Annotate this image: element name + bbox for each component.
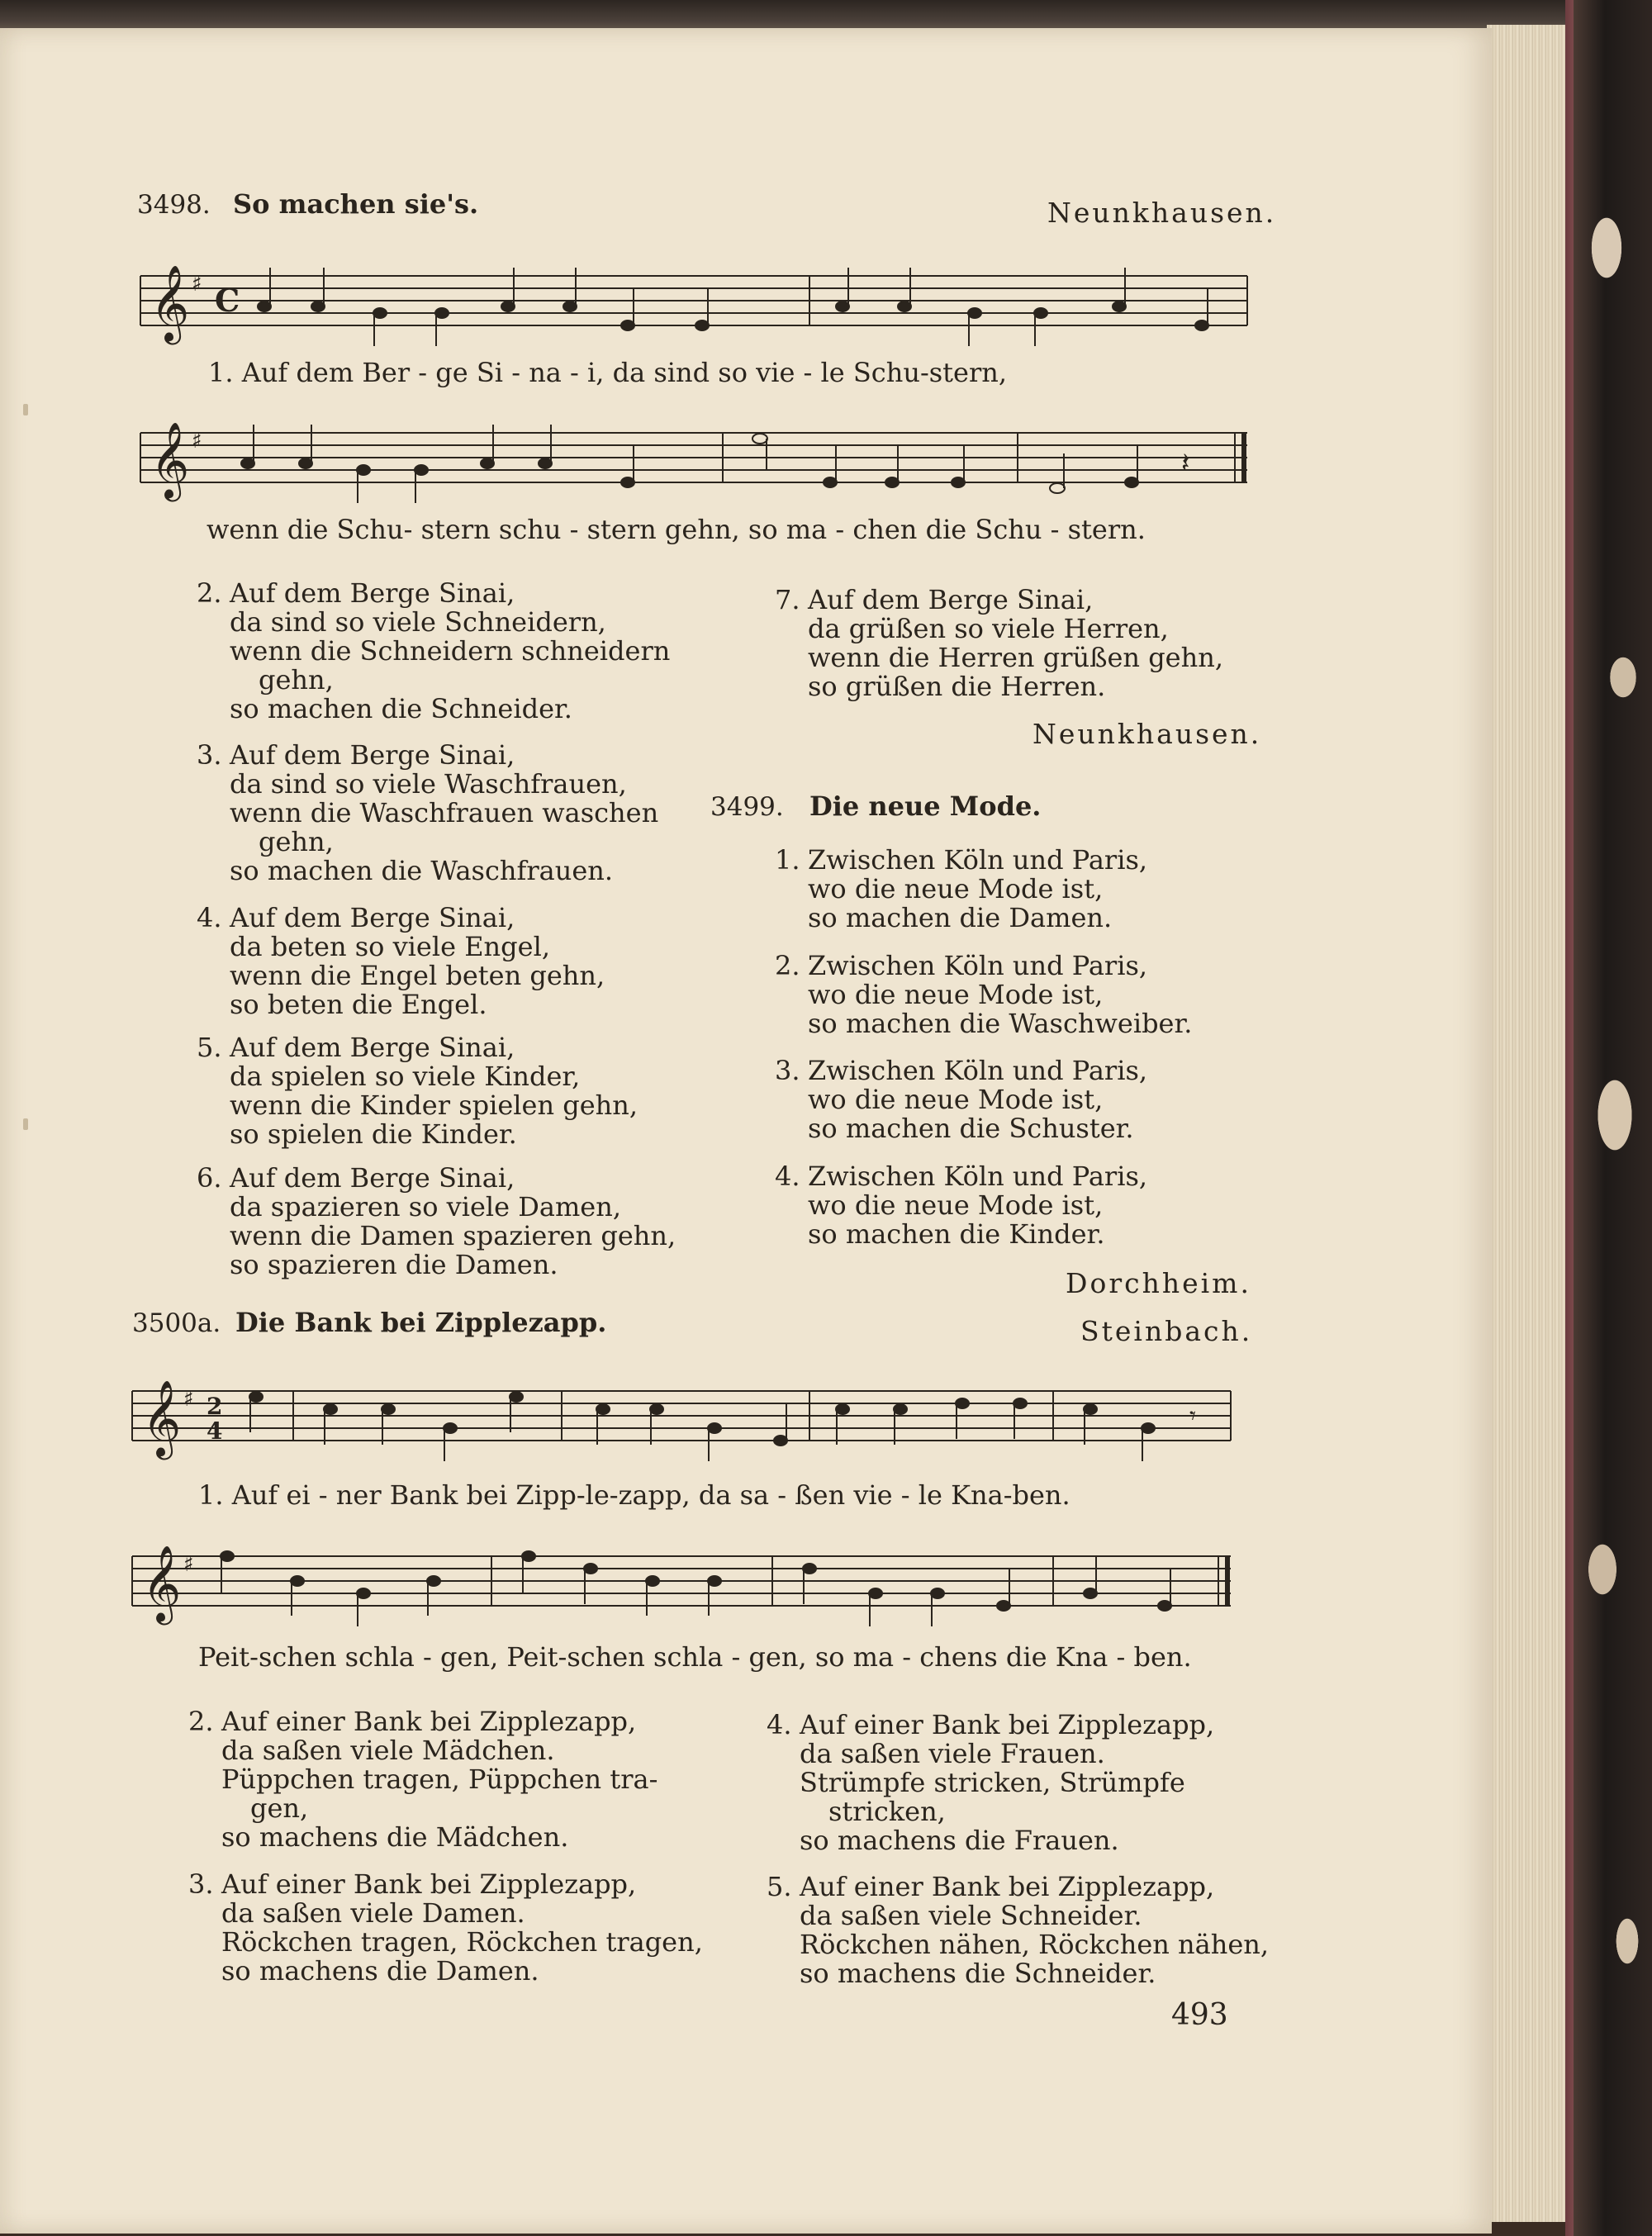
verse-line: Auf einer Bank bei Zipplezapp, — [800, 1709, 1215, 1740]
verse-block — [767, 1709, 1215, 1856]
song-title: Die neue Mode. — [809, 790, 1042, 822]
verse-block — [775, 1055, 1148, 1144]
verse-line: so machen die Schuster. — [808, 1113, 1134, 1144]
verse-line: da saßen viele Mädchen. — [221, 1735, 555, 1766]
verse-line: Auf dem Berge Sinai, — [230, 1032, 515, 1063]
page-edges — [1487, 25, 1568, 2222]
verse-number: 2. — [188, 1706, 214, 1737]
verse-number: 6. — [197, 1162, 222, 1194]
verse-number: 4. — [767, 1709, 792, 1740]
music-staff-3 — [124, 1358, 1247, 1460]
verse-line: da spielen so viele Kinder, — [230, 1061, 581, 1092]
treble-clef-icon: 𝄞 — [142, 1545, 182, 1621]
verse-line: so machens die Damen. — [221, 1955, 539, 1987]
verse-line: so machens die Mädchen. — [221, 1821, 569, 1853]
verse-line: Röckchen tragen, Röckchen tragen, — [221, 1926, 703, 1958]
verse-line: wo die neue Mode ist, — [808, 873, 1104, 904]
rest-icon: 𝄾 — [1189, 1402, 1196, 1431]
verse-number: 3. — [197, 739, 222, 771]
verse-line: da spazieren so viele Damen, — [230, 1191, 622, 1222]
verse-number: 5. — [767, 1871, 792, 1902]
song-number: 3500a. — [132, 1308, 221, 1338]
verse-block — [188, 1706, 658, 1853]
rest-icon: 𝄽 — [1181, 447, 1190, 480]
verse-line: da sind so viele Schneidern, — [230, 606, 606, 638]
time-signature-bottom: 4 — [206, 1417, 223, 1445]
verse-number: 2. — [197, 577, 222, 609]
verse-line: Auf dem Berge Sinai, — [230, 739, 515, 771]
verse-number: 5. — [197, 1032, 222, 1063]
verse-line: da grüßen so viele Herren, — [808, 613, 1169, 644]
verse-line: da saßen viele Schneider. — [800, 1900, 1142, 1931]
verse-line: wo die neue Mode ist, — [808, 979, 1104, 1010]
verse-line: wenn die Waschfrauen waschen — [230, 797, 659, 828]
verse-line: wenn die Schneidern schneidern — [230, 635, 671, 667]
time-signature-top: 2 — [206, 1393, 223, 1420]
verse-line: Zwischen Köln und Paris, — [808, 1055, 1148, 1086]
verse-block — [197, 739, 659, 886]
verse-line: Auf dem Berge Sinai, — [230, 902, 515, 933]
song-place: Steinbach. — [1080, 1315, 1253, 1347]
sharp-icon: ♯ — [192, 272, 202, 297]
staff-lines — [132, 400, 1256, 499]
treble-clef-icon: 𝄞 — [150, 264, 190, 341]
music-staff-4 — [124, 1523, 1247, 1626]
verse-line: so machen die Waschweiber. — [808, 1008, 1193, 1039]
lyrics-line: 1. Auf dem Ber - ge Si - na - i, da sind so vie - le Schu-stern, — [208, 357, 1008, 388]
margin-mark — [23, 404, 28, 415]
verse-number: 3. — [775, 1055, 800, 1086]
verse-number: 2. — [775, 950, 800, 981]
time-signature: C — [215, 282, 240, 319]
sharp-icon: ♯ — [192, 429, 202, 453]
verse-line: da saßen viele Frauen. — [800, 1738, 1105, 1769]
verse-line: wo die neue Mode ist, — [808, 1084, 1104, 1115]
margin-mark — [23, 1118, 28, 1130]
verse-line: gen, — [250, 1792, 309, 1824]
staff-lines — [124, 1523, 1247, 1622]
book-page — [0, 28, 1492, 2234]
verse-line: Auf dem Berge Sinai, — [230, 577, 515, 609]
verse-line: so machen die Waschfrauen. — [230, 855, 614, 886]
verse-block — [197, 577, 671, 724]
verse-line: so machen die Damen. — [808, 902, 1113, 933]
verse-line: so spazieren die Damen. — [230, 1249, 558, 1280]
verse-line: Zwischen Köln und Paris, — [808, 844, 1148, 876]
page-number: 493 — [1171, 1998, 1228, 2032]
song-title: So machen sie's. — [233, 188, 479, 220]
verse-line: Röckchen nähen, Röckchen nähen, — [800, 1929, 1270, 1960]
verse-block — [197, 902, 605, 1020]
verse-line: so spielen die Kinder. — [230, 1118, 517, 1150]
verse-block — [775, 1161, 1148, 1250]
verse-line: so beten die Engel. — [230, 989, 487, 1020]
verse-block — [188, 1868, 703, 1987]
verse-block — [197, 1162, 676, 1280]
verse-number: 4. — [775, 1161, 800, 1192]
verse-line: wenn die Damen spazieren gehn, — [230, 1220, 676, 1251]
lyrics-line: wenn die Schu- stern schu - stern gehn, so ma - chen die Schu - stern. — [206, 514, 1146, 545]
verse-line: da sind so viele Waschfrauen, — [230, 768, 627, 800]
sharp-icon: ♯ — [183, 1552, 194, 1577]
verse-line: Auf einer Bank bei Zipplezapp, — [800, 1871, 1215, 1902]
verse-line: Auf einer Bank bei Zipplezapp, — [221, 1868, 637, 1900]
verse-line: gehn, — [259, 826, 334, 857]
verse-block — [767, 1871, 1270, 1989]
verse-line: so machen die Kinder. — [808, 1218, 1105, 1250]
verse-line: Strümpfe stricken, Strümpfe — [800, 1767, 1185, 1798]
verse-number: 7. — [775, 584, 800, 615]
verse-line: so grüßen die Herren. — [808, 671, 1106, 702]
verse-line: so machens die Frauen. — [800, 1825, 1119, 1856]
verse-line: da beten so viele Engel, — [230, 931, 550, 962]
song-number: 3498. — [137, 190, 211, 220]
verse-line: stricken, — [828, 1796, 946, 1827]
music-staff-1 — [132, 243, 1256, 345]
song-number: 3499. — [710, 792, 784, 822]
verse-line: wo die neue Mode ist, — [808, 1189, 1104, 1221]
verse-number: 3. — [188, 1868, 214, 1900]
book-cover-marbled — [1574, 0, 1652, 2236]
treble-clef-icon: 𝄞 — [150, 421, 190, 498]
verse-line: so machen die Schneider. — [230, 693, 572, 724]
lyrics-line: 1. Auf ei - ner Bank bei Zipp-le-zapp, da sa - ßen vie - le Kna-ben. — [198, 1479, 1070, 1511]
song-place: Neunkhausen. — [1047, 197, 1277, 229]
verse-number: 1. — [775, 844, 800, 876]
verse-line: Zwischen Köln und Paris, — [808, 1161, 1148, 1192]
music-staff-2 — [132, 400, 1256, 502]
treble-clef-icon: 𝄞 — [142, 1379, 182, 1456]
verse-line: wenn die Herren grüßen gehn, — [808, 642, 1223, 673]
verse-block — [775, 844, 1148, 933]
verse-block — [775, 584, 1223, 702]
verse-line: wenn die Engel beten gehn, — [230, 960, 605, 991]
verse-line: wenn die Kinder spielen gehn, — [230, 1090, 638, 1121]
verse-number: 4. — [197, 902, 222, 933]
song-title: Die Bank bei Zipplezapp. — [235, 1307, 607, 1338]
song-place: Neunkhausen. — [1032, 718, 1262, 750]
verse-line: Zwischen Köln und Paris, — [808, 950, 1148, 981]
verse-line: Auf einer Bank bei Zipplezapp, — [221, 1706, 637, 1737]
verse-block — [197, 1032, 638, 1150]
verse-line: Auf dem Berge Sinai, — [230, 1162, 515, 1194]
lyrics-line: Peit-schen schla - gen, Peit-schen schla - gen, so ma - chens die Kna - ben. — [198, 1641, 1192, 1673]
verse-line: gehn, — [259, 664, 334, 695]
verse-line: Auf dem Berge Sinai, — [808, 584, 1094, 615]
verse-line: da saßen viele Damen. — [221, 1897, 525, 1929]
song-place: Dorchheim. — [1066, 1267, 1251, 1299]
staff-lines — [132, 243, 1256, 342]
staff-lines — [124, 1358, 1247, 1457]
verse-block — [775, 950, 1193, 1039]
verse-line: Püppchen tragen, Püppchen tra- — [221, 1764, 658, 1795]
verse-line: so machens die Schneider. — [800, 1958, 1156, 1989]
sharp-icon: ♯ — [183, 1387, 194, 1412]
